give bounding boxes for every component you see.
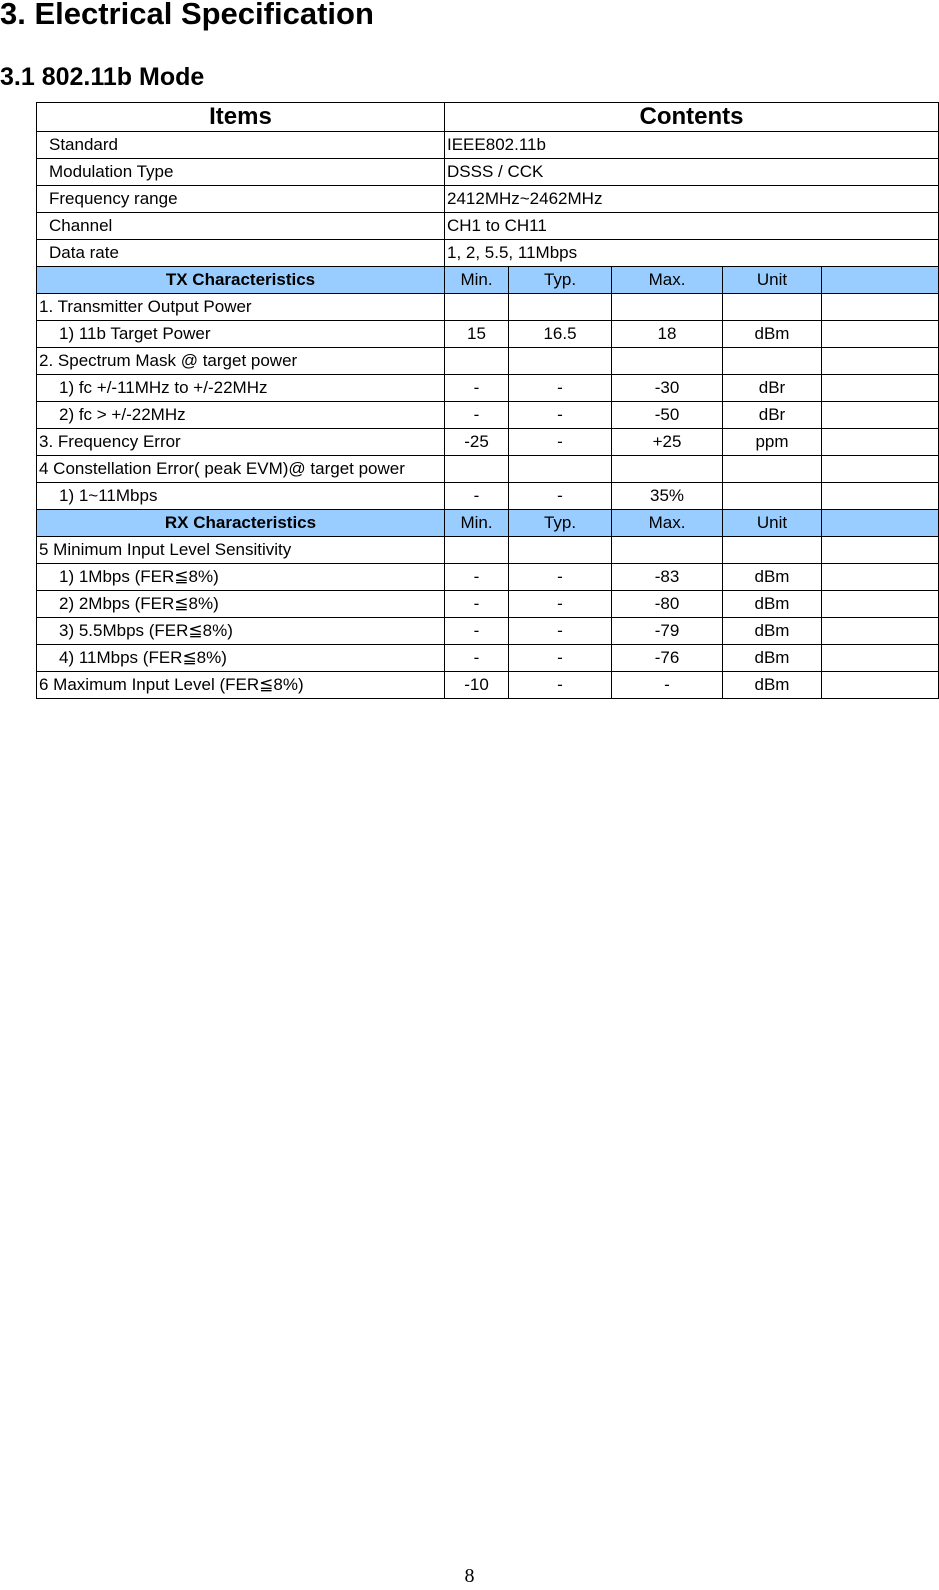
spec-min-cell (445, 537, 509, 564)
rx-section-title: RX Characteristics (37, 510, 445, 537)
spec-typ-cell: - (509, 429, 612, 456)
spec-extra-cell (822, 672, 939, 699)
spec-parameter-label: 2) 2Mbps (FER≦8%) (37, 591, 445, 618)
spec-max-cell: -83 (612, 564, 723, 591)
spec-typ-cell: - (509, 375, 612, 402)
spec-typ-cell (509, 348, 612, 375)
spec-typ-cell: - (509, 672, 612, 699)
general-item-value: CH1 to CH11 (445, 213, 939, 240)
tx-column-header: Typ. (509, 267, 612, 294)
rx-spec-row (37, 591, 939, 618)
general-item-value: 1, 2, 5.5, 11Mbps (445, 240, 939, 267)
spec-parameter-label: 1) fc +/-11MHz to +/-22MHz (37, 375, 445, 402)
general-item-label: Standard (37, 132, 445, 159)
spec-unit-cell: dBm (723, 321, 822, 348)
spec-typ-cell: - (509, 483, 612, 510)
spec-unit-cell: ppm (723, 429, 822, 456)
general-item-label: Channel (37, 213, 445, 240)
spec-min-cell (445, 348, 509, 375)
spec-min-cell: - (445, 564, 509, 591)
rx-column-header (822, 510, 939, 537)
general-row (37, 132, 939, 159)
spec-typ-cell: - (509, 591, 612, 618)
general-item-value: 2412MHz~2462MHz (445, 186, 939, 213)
spec-min-cell: 15 (445, 321, 509, 348)
spec-extra-cell (822, 429, 939, 456)
spec-min-cell: - (445, 591, 509, 618)
spec-extra-cell (822, 402, 939, 429)
spec-max-cell: 35% (612, 483, 723, 510)
tx-spec-row (37, 294, 939, 321)
spec-parameter-label: 3) 5.5Mbps (FER≦8%) (37, 618, 445, 645)
spec-min-cell: -10 (445, 672, 509, 699)
general-item-label: Data rate (37, 240, 445, 267)
spec-parameter-label: 6 Maximum Input Level (FER≦8%) (37, 672, 445, 699)
general-row (37, 159, 939, 186)
spec-parameter-label: 1) 1Mbps (FER≦8%) (37, 564, 445, 591)
spec-unit-cell (723, 456, 822, 483)
spec-parameter-label: 3. Frequency Error (37, 429, 445, 456)
spec-parameter-label: 2) fc > +/-22MHz (37, 402, 445, 429)
spec-unit-cell: dBm (723, 591, 822, 618)
spec-min-cell: - (445, 645, 509, 672)
rx-spec-row (37, 672, 939, 699)
spec-unit-cell: dBr (723, 402, 822, 429)
tx-column-header: Max. (612, 267, 723, 294)
spec-unit-cell (723, 294, 822, 321)
spec-unit-cell (723, 348, 822, 375)
spec-extra-cell (822, 456, 939, 483)
tx-spec-row (37, 483, 939, 510)
spec-parameter-label: 4) 11Mbps (FER≦8%) (37, 645, 445, 672)
tx-spec-row (37, 429, 939, 456)
spec-max-cell (612, 456, 723, 483)
rx-column-header: Unit (723, 510, 822, 537)
tx-spec-row (37, 375, 939, 402)
general-item-label: Modulation Type (37, 159, 445, 186)
rx-spec-row (37, 564, 939, 591)
spec-extra-cell (822, 591, 939, 618)
spec-extra-cell (822, 537, 939, 564)
spec-min-cell: - (445, 402, 509, 429)
spec-min-cell: - (445, 618, 509, 645)
spec-min-cell: - (445, 483, 509, 510)
spec-unit-cell: dBm (723, 618, 822, 645)
tx-section-header (37, 267, 939, 294)
tx-column-header: Unit (723, 267, 822, 294)
general-row (37, 213, 939, 240)
spec-parameter-label: 2. Spectrum Mask @ target power (37, 348, 445, 375)
subsection-heading: 3.1 802.11b Mode (0, 63, 205, 91)
rx-column-header: Typ. (509, 510, 612, 537)
items-header: Items (37, 103, 445, 132)
spec-max-cell: 18 (612, 321, 723, 348)
spec-max-cell (612, 537, 723, 564)
spec-unit-cell: dBr (723, 375, 822, 402)
spec-max-cell (612, 348, 723, 375)
spec-typ-cell (509, 294, 612, 321)
rx-spec-row (37, 618, 939, 645)
spec-min-cell (445, 456, 509, 483)
spec-extra-cell (822, 321, 939, 348)
spec-parameter-label: 1) 11b Target Power (37, 321, 445, 348)
spec-max-cell: -80 (612, 591, 723, 618)
spec-parameter-label: 1) 1~11Mbps (37, 483, 445, 510)
spec-extra-cell (822, 645, 939, 672)
spec-unit-cell (723, 483, 822, 510)
spec-typ-cell (509, 537, 612, 564)
general-header-row (37, 103, 939, 132)
spec-table-body (37, 103, 939, 699)
general-row (37, 240, 939, 267)
spec-extra-cell (822, 294, 939, 321)
general-row (37, 186, 939, 213)
general-item-value: DSSS / CCK (445, 159, 939, 186)
contents-header: Contents (445, 103, 939, 132)
spec-table (36, 102, 939, 699)
spec-min-cell (445, 294, 509, 321)
spec-parameter-label: 1. Transmitter Output Power (37, 294, 445, 321)
spec-extra-cell (822, 618, 939, 645)
tx-spec-row (37, 321, 939, 348)
rx-column-header: Min. (445, 510, 509, 537)
spec-typ-cell: - (509, 618, 612, 645)
spec-unit-cell: dBm (723, 564, 822, 591)
spec-unit-cell: dBm (723, 645, 822, 672)
spec-min-cell: -25 (445, 429, 509, 456)
spec-max-cell: -50 (612, 402, 723, 429)
spec-max-cell: +25 (612, 429, 723, 456)
tx-column-header (822, 267, 939, 294)
tx-section-title: TX Characteristics (37, 267, 445, 294)
spec-max-cell: -30 (612, 375, 723, 402)
spec-extra-cell (822, 375, 939, 402)
spec-typ-cell: - (509, 645, 612, 672)
spec-parameter-label: 4 Constellation Error( peak EVM)@ target power (37, 456, 445, 483)
general-item-label: Frequency range (37, 186, 445, 213)
section-heading: 3. Electrical Specification (0, 0, 374, 31)
spec-typ-cell: 16.5 (509, 321, 612, 348)
spec-max-cell: -79 (612, 618, 723, 645)
spec-extra-cell (822, 483, 939, 510)
spec-max-cell: - (612, 672, 723, 699)
rx-spec-row (37, 537, 939, 564)
tx-spec-row (37, 402, 939, 429)
rx-section-header (37, 510, 939, 537)
spec-unit-cell (723, 537, 822, 564)
rx-column-header: Max. (612, 510, 723, 537)
page-number: 8 (464, 1565, 475, 1587)
spec-parameter-label: 5 Minimum Input Level Sensitivity (37, 537, 445, 564)
spec-typ-cell: - (509, 564, 612, 591)
spec-typ-cell (509, 456, 612, 483)
spec-unit-cell: dBm (723, 672, 822, 699)
tx-column-header: Min. (445, 267, 509, 294)
spec-max-cell (612, 294, 723, 321)
spec-typ-cell: - (509, 402, 612, 429)
spec-extra-cell (822, 564, 939, 591)
tx-spec-row (37, 348, 939, 375)
spec-extra-cell (822, 348, 939, 375)
spec-max-cell: -76 (612, 645, 723, 672)
general-item-value: IEEE802.11b (445, 132, 939, 159)
spec-min-cell: - (445, 375, 509, 402)
tx-spec-row (37, 456, 939, 483)
rx-spec-row (37, 645, 939, 672)
